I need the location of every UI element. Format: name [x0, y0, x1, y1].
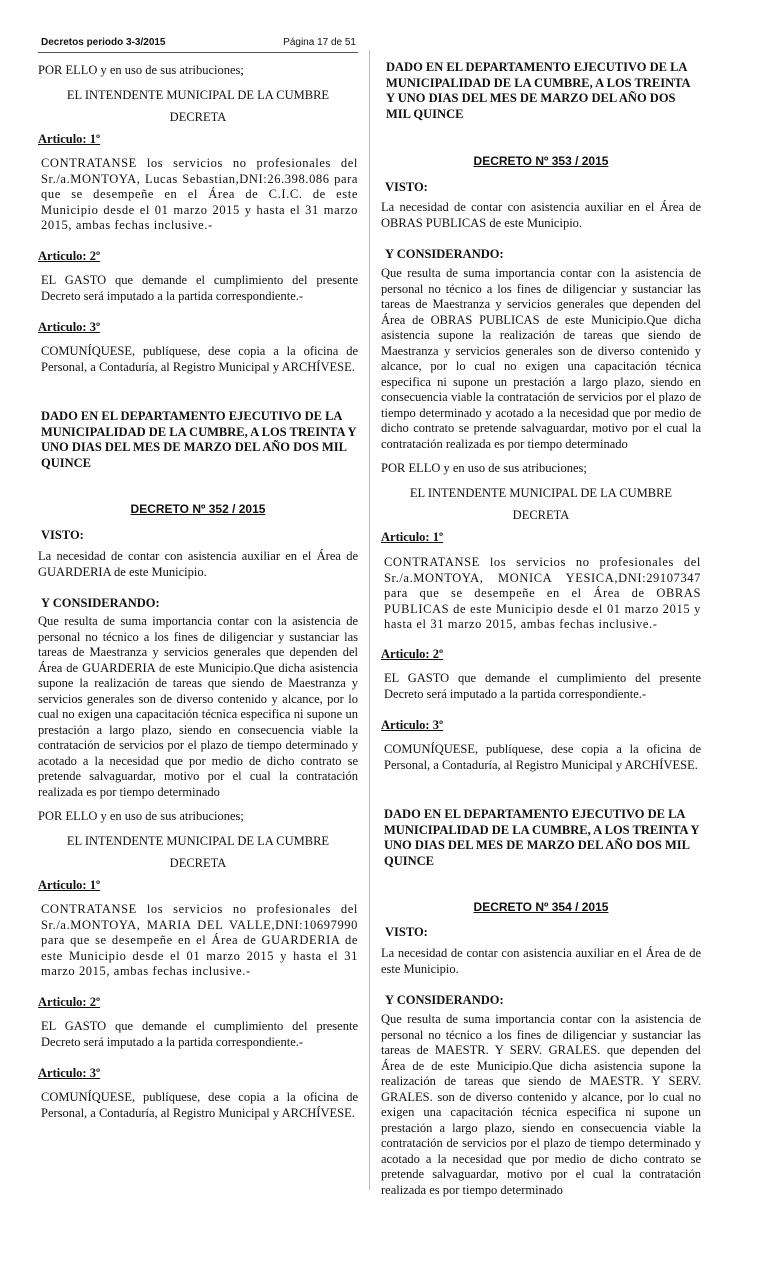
visto-text-354: La necesidad de contar con asistencia auxiliar en el Área de de este Municipio.: [381, 946, 701, 976]
article-2-text: EL GASTO que demande el cumplimiento del presente Decreto será imputado a la partida correspondiente.-: [41, 273, 358, 303]
por-ello-text-2: POR ELLO y en uso de sus atribuciones;: [38, 809, 244, 823]
article-2b-label: Articulo: 2º: [38, 995, 101, 1009]
article-3-label: Articulo: 3º: [38, 320, 101, 334]
article-1-label: Articulo: 1º: [38, 132, 101, 146]
decreto-352-title: DECRETO Nº 352 / 2015: [130, 502, 266, 516]
article-3b-text: COMUNÍQUESE, publíquese, dese copia a la oficina de Personal, a Contaduría, al Registro Municipal y ARCHÍVESE.: [41, 1090, 358, 1120]
article-2b-text: EL GASTO que demande el cumplimiento del presente Decreto será imputado a la partida correspondiente.-: [41, 1019, 358, 1049]
article-1-text-353: CONTRATANSE los servicios no profesionales del Sr./a.MONTOYA, MONICA YESICA,DNI:29107347 para que se desempeñe en el Área de OBRAS PUBLICAS de este Municipio desde el 01 marzo 2015 y hasta el 31 marzo 2015, ambas fechas inclusive.-: [384, 555, 701, 631]
visto-text: La necesidad de contar con asistencia auxiliar en el Área de GUARDERIA de este Municipio.: [38, 549, 358, 579]
article-3-label-353: Articulo: 3º: [381, 718, 444, 732]
intendente-text-2: EL INTENDENTE MUNICIPAL DE LA CUMBRE: [66, 834, 330, 848]
article-3b-label: Articulo: 3º: [38, 1066, 101, 1080]
article-2-text-353: EL GASTO que demande el cumplimiento del presente Decreto será imputado a la partida correspondiente.-: [384, 671, 701, 701]
article-1b-label: Articulo: 1º: [38, 878, 101, 892]
dado-text: DADO EN EL DEPARTAMENTO EJECUTIVO DE LA MUNICIPALIDAD DE LA CUMBRE, A LOS TREINTA Y UNO DIAS DEL MES DE MARZO DEL AÑO DOS MIL QUINCE: [41, 409, 357, 470]
decreto-354-title: DECRETO Nº 354 / 2015: [473, 900, 609, 914]
visto-text-353: La necesidad de contar con asistencia auxiliar en el Área de OBRAS PUBLICAS de este Municipio.: [381, 200, 701, 230]
article-1-label-353: Articulo: 1º: [381, 530, 444, 544]
considerando-text: Que resulta de suma importancia contar con la asistencia de personal no técnico a los fines de diligenciar y sustanciar las tareas de Maestranza y servicios generales que dependen del Área de GUARDERIA de este Municipio.Que dicha asistencia supone la realización de tareas que siendo de Maestranza y servicios generales son de diverso contenido y alcance, por lo cual no exigen una capacitación técnica especifica ni supone un prestación a largo plazo, siendo en consecuencia viable la contratación de servicios por el plazo de tiempo determinado y acotado a la necesidad que por medio de dicho contrato se pretende salvaguardar, motivo por el cual la contratación realizada es por tiempo determinado: [38, 614, 358, 799]
header-page-number: Página 17 de 51: [283, 37, 356, 48]
decreta-text-353: DECRETA: [512, 508, 570, 522]
visto-label-353: VISTO:: [385, 180, 428, 194]
intendente-text: EL INTENDENTE MUNICIPAL DE LA CUMBRE: [66, 88, 330, 102]
intendente-text-353: EL INTENDENTE MUNICIPAL DE LA CUMBRE: [409, 486, 673, 500]
considerando-label-354: Y CONSIDERANDO:: [385, 993, 504, 1007]
decreta-text-2: DECRETA: [169, 856, 227, 870]
article-1b-text: CONTRATANSE los servicios no profesionales del Sr./a.MONTOYA, MARIA DEL VALLE,DNI:10697990 para que se desempeñe en el Área de GUARDERIA de este Municipio desde el 01 marzo 2015 y hasta el 31 marzo 2015, ambas fechas inclusive.-: [41, 902, 358, 978]
column-divider: [369, 50, 370, 1190]
article-3-text: COMUNÍQUESE, publíquese, dese copia a la oficina de Personal, a Contaduría, al Registro Municipal y ARCHÍVESE.: [41, 344, 358, 374]
considerando-label-353: Y CONSIDERANDO:: [385, 247, 504, 261]
por-ello-text: POR ELLO y en uso de sus atribuciones;: [38, 63, 244, 77]
considerando-label: Y CONSIDERANDO:: [41, 596, 160, 610]
considerando-text-353: Que resulta de suma importancia contar con la asistencia de personal no técnico a los fines de diligenciar y sustanciar las tareas de Maestranza y servicios generales que dependen del Área de OBRAS PUBLICAS de este Municipio.Que dicha asistencia supone la realización de tareas que siendo de Maestranza y servicios generales son de diverso contenido y alcance, por lo cual no exigen una capacitación técnica especifica ni supone un prestación a largo plazo, siendo en consecuencia viable la contratación de servicios por el plazo de tiempo determinado y acotado a la necesidad que por medio de dicho contrato se pretende salvaguardar, motivo por el cual la contratación realizada es por tiempo determinado: [381, 266, 701, 451]
visto-label: VISTO:: [41, 528, 84, 542]
por-ello-text-353: POR ELLO y en uso de sus atribuciones;: [381, 461, 587, 475]
decreto-353-title: DECRETO Nº 353 / 2015: [473, 154, 609, 168]
decreta-text: DECRETA: [169, 110, 227, 124]
article-2-label: Articulo: 2º: [38, 249, 101, 263]
considerando-text-354: Que resulta de suma importancia contar con la asistencia de personal no técnico a los fines de diligenciar y sustanciar las tareas de MAESTR. Y SERV. GRALES. que dependen del Área de de este Municipio.Que dicha asistencia supone la realización de tareas que siendo de MAESTR. Y SERV. GRALES. son de diverso contenido y alcance, por lo cual no exigen una capacitación técnica especifica ni supone un prestación a largo plazo, siendo en consecuencia viable la contratación de servicios por el plazo de tiempo determinado y acotado a la necesidad que por medio de dicho contrato se pretende salvaguardar, motivo por el cual la contratación realizada es por tiempo determinado: [381, 1012, 701, 1197]
article-1-text: CONTRATANSE los servicios no profesionales del Sr./a.MONTOYA, Lucas Sebastian,DNI:26.398.086 para que se desempeñe en el Área de C.I.C. de este Municipio desde el 01 marzo 2015 y hasta el 31 marzo 2015, ambas fechas inclusive.-: [41, 156, 358, 232]
dado-text-353: DADO EN EL DEPARTAMENTO EJECUTIVO DE LA MUNICIPALIDAD DE LA CUMBRE, A LOS TREINTA Y UNO DIAS DEL MES DE MARZO DEL AÑO DOS MIL QUINCE: [384, 807, 700, 868]
article-2-label-353: Articulo: 2º: [381, 647, 444, 661]
page-header: [38, 34, 358, 53]
dado-top-text: DADO EN EL DEPARTAMENTO EJECUTIVO DE LA MUNICIPALIDAD DE LA CUMBRE, A LOS TREINTA Y UNO DIAS DEL MES DE MARZO DEL AÑO DOS MIL QUINCE: [386, 60, 690, 121]
visto-label-354: VISTO:: [385, 925, 428, 939]
article-3-text-353: COMUNÍQUESE, publíquese, dese copia a la oficina de Personal, a Contaduría, al Registro Municipal y ARCHÍVESE.: [384, 742, 701, 772]
header-period: Decretos periodo 3-3/2015: [41, 37, 166, 48]
